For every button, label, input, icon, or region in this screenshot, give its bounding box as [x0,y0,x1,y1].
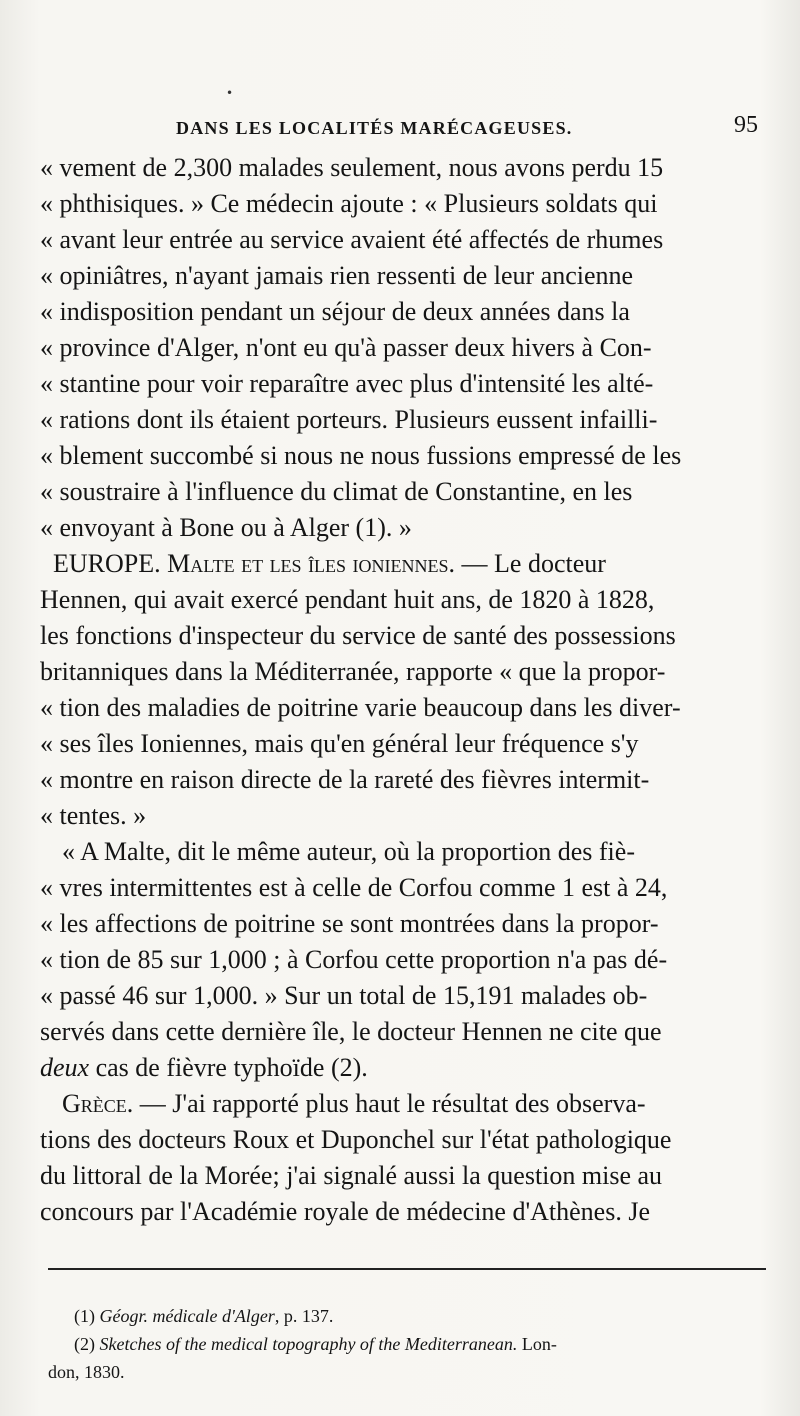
text-line: « province d'Alger, n'ont eu qu'à passer deux hivers à Con- [40,333,652,362]
footnote-2-continued: don, 1830. [48,1362,125,1382]
text-line: « tion de 85 sur 1,000 ; à Corfou cette proportion n'a pas dé- [40,945,668,974]
text-line: « indisposition pendant un séjour de deux années dans la [40,297,630,326]
text-line: « A Malte, dit le même auteur, où la proportion des fiè- [62,837,635,866]
text-line: « passé 46 sur 1,000. » Sur un total de 15,191 malades ob- [40,981,648,1010]
text-line: « rations dont ils étaient porteurs. Plusieurs eussent infailli- [40,405,658,434]
text-line: « tion des maladies de poitrine varie beaucoup dans les diver- [40,693,681,722]
grece-line1-rest: — J'ai rapporté plus haut le résultat des observa- [133,1089,646,1118]
italic-word: deux [40,1053,90,1082]
section-heading-malte: Malte et les îles ioniennes. [167,549,456,578]
europe-heading-line [40,546,764,582]
text-line: « montre en raison directe de la rareté des fièvres intermit- [40,765,650,794]
text-line: « stantine pour voir reparaître avec plus d'intensité les alté- [40,369,654,398]
footnote-2-title: Sketches of the medical topography of the Mediterranean. [99,1334,518,1354]
malte-last-rest: cas de fièvre typhoïde (2). [89,1053,368,1082]
text-line: tions des docteurs Roux et Duponchel sur l'état pathologique [40,1125,672,1154]
text-line: « soustraire à l'influence du climat de Constantine, en les [40,477,633,506]
footnote-2-rest: Lon- [517,1334,557,1354]
text-line: les fonctions d'inspecteur du service de santé des possessions [40,621,676,650]
page-header [44,112,762,146]
europe-line1-rest: — Le docteur [461,549,606,578]
europe-lead: EUROPE. [53,549,161,578]
text-line: « vres intermittentes est à celle de Corfou comme 1 est à 24, [40,873,668,902]
text-line: « blement succombé si nous ne nous fussions empressé de les [40,441,682,470]
footnotes [48,1302,764,1386]
text-line: « vement de 2,300 malades seulement, nous avons perdu 15 [40,153,664,182]
text-line: « opiniâtres, n'ayant jamais rien ressenti de leur ancienne [40,261,634,290]
grece-heading-line [40,1086,764,1122]
body-text [40,150,764,1230]
text-line: servés dans cette dernière île, le docteur Hennen ne cite que [40,1017,662,1046]
footnote-1-page: , p. 137. [274,1306,334,1326]
ornament-mark: • [226,86,234,100]
section-heading-grece: Grèce. [62,1089,134,1118]
footnote-rule [48,1268,766,1270]
text-line: « les affections de poitrine se sont montrées dans la propor- [40,909,659,938]
text-line: « avant leur entrée au service avaient été affectés de rhumes [40,225,664,254]
text-line: « envoyant à Bone ou à Alger (1). » [40,513,412,542]
running-head: DANS LES LOCALITÉS MARÉCAGEUSES. [176,118,573,138]
text-line: britanniques dans la Méditerranée, rapporte « que la propor- [40,657,666,686]
text-line-last [40,1050,764,1086]
footnote-2 [48,1330,764,1358]
page-number: 95 [734,112,758,138]
text-line: « phthisiques. » Ce médecin ajoute : « Plusieurs soldats qui [40,189,658,218]
text-line: « tentes. » [40,801,147,830]
text-line: concours par l'Académie royale de médecine d'Athènes. Je [40,1197,650,1226]
footnote-2-number: (2) [74,1334,95,1354]
footnote-1-number: (1) [74,1306,95,1326]
text-line: du littoral de la Morée; j'ai signalé aussi la question mise au [40,1161,663,1190]
footnote-1-title: Géogr. médicale d'Alger [99,1306,275,1326]
text-line: Hennen, qui avait exercé pendant huit ans, de 1820 à 1828, [40,585,655,614]
text-line: « ses îles Ioniennes, mais qu'en général leur fréquence s'y [40,729,639,758]
footnote-1 [48,1302,764,1330]
